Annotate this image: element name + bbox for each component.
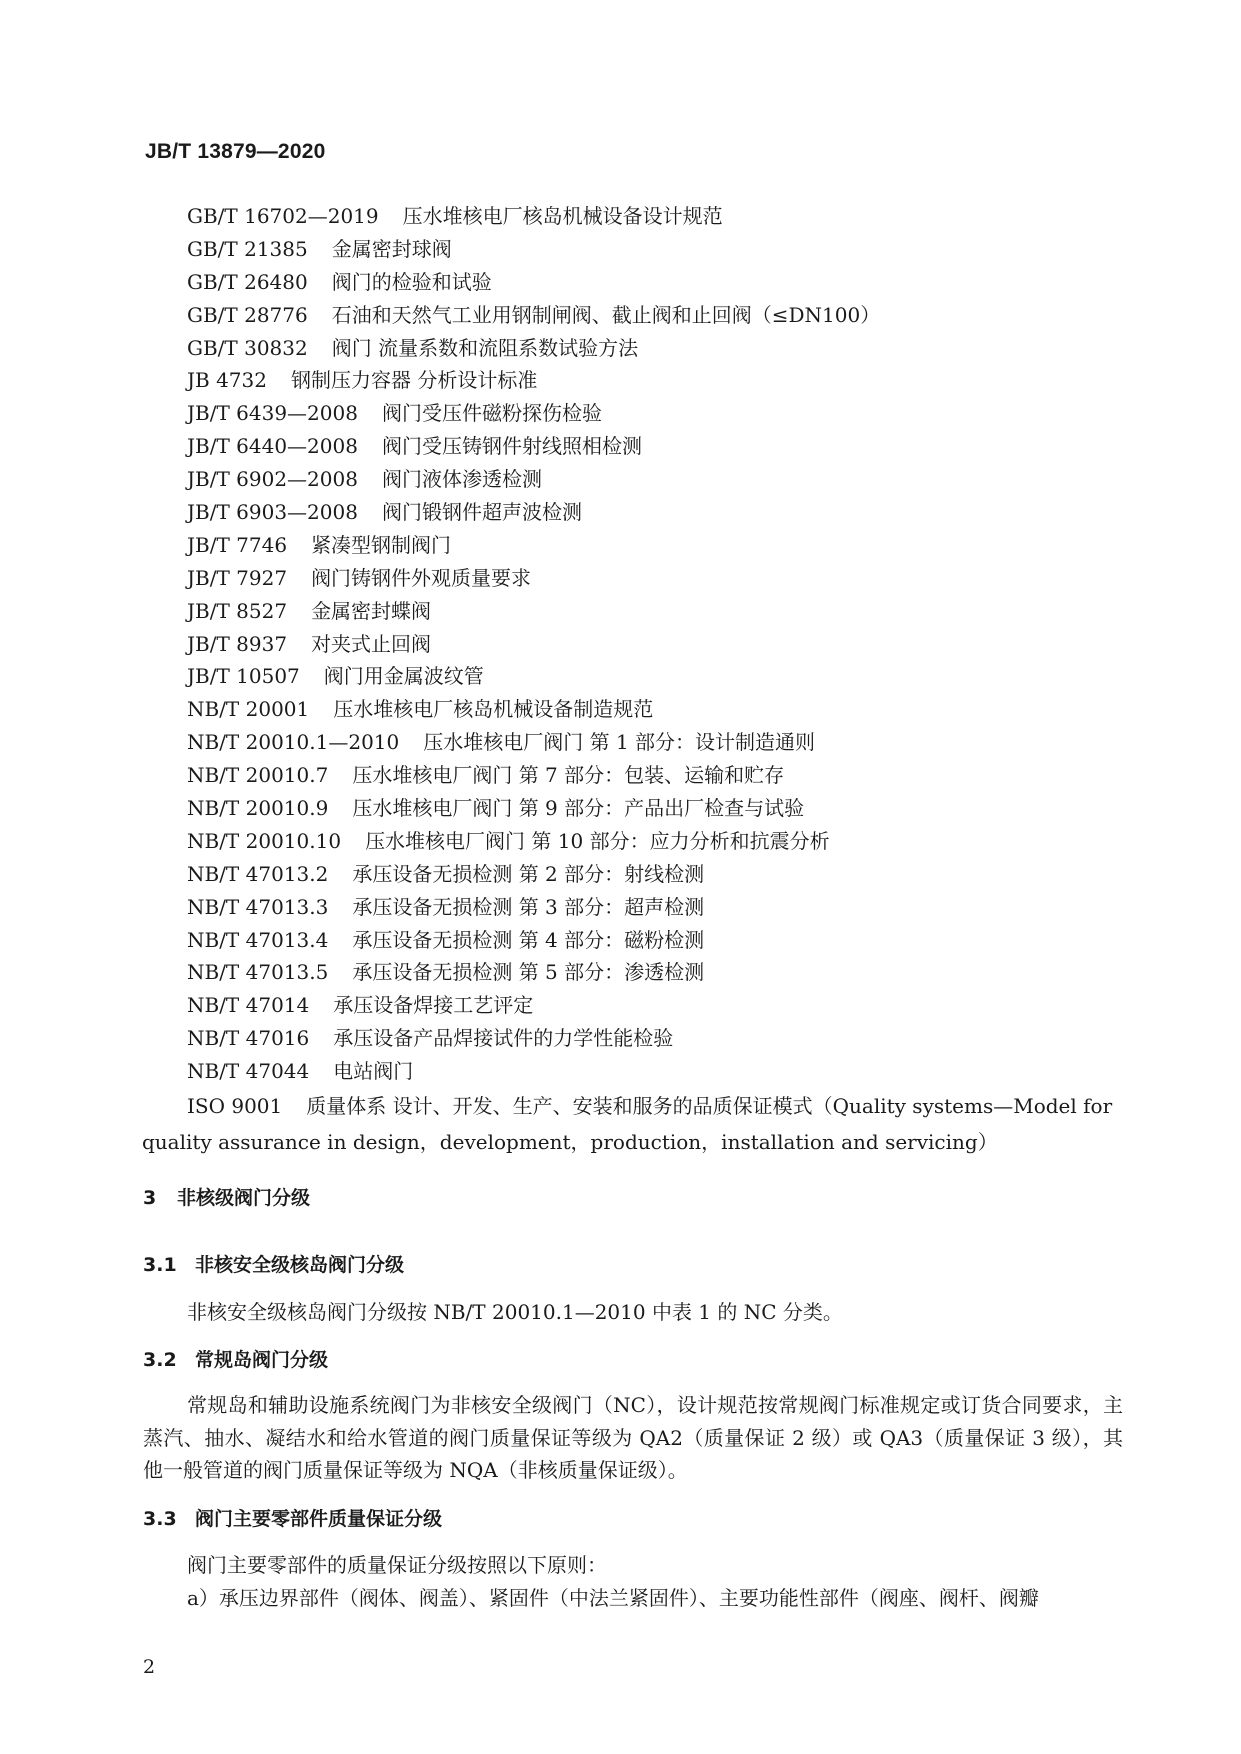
reference-code: NB/T 20010.1—2010 <box>187 730 400 755</box>
reference-title: 承压设备无损检测 第 4 部分：磁粉检测 <box>352 927 705 952</box>
reference-title: 石油和天然气工业用钢制闸阀、截止阀和止回阀（≤DN100） <box>331 302 881 327</box>
reference-code: JB/T 7746 <box>187 532 288 557</box>
reference-item <box>187 200 1127 233</box>
reference-item <box>187 693 1127 726</box>
subsection-heading <box>143 1345 328 1372</box>
page-number: 2 <box>143 1656 156 1678</box>
reference-code: NB/T 47013.2 <box>187 861 329 886</box>
reference-code: ISO 9001 <box>187 1094 283 1119</box>
reference-code: JB/T 8937 <box>187 631 288 656</box>
reference-code: GB/T 30832 <box>187 335 308 360</box>
reference-title: 承压设备产品焊接试件的力学性能检验 <box>333 1026 674 1051</box>
subsection-number: 3.3 <box>143 1508 177 1530</box>
reference-title: 压水堆核电厂阀门 第 7 部分：包装、运输和贮存 <box>352 763 785 788</box>
reference-item <box>187 726 1127 759</box>
reference-item <box>187 989 1127 1022</box>
reference-item <box>187 628 1127 661</box>
subsection-title: 阀门主要零部件质量保证分级 <box>195 1508 443 1530</box>
reference-item <box>187 660 1127 693</box>
list-item-a: a）承压边界部件（阀体、阀盖）、紧固件（中法兰紧固件）、主要功能性部件（阀座、阀杆、阀瓣 <box>187 1585 1039 1610</box>
subsection-heading <box>143 1504 442 1531</box>
reference-item <box>187 529 1127 562</box>
reference-code: NB/T 47013.4 <box>187 927 329 952</box>
reference-title: 压水堆核电厂核岛机械设备制造规范 <box>333 697 654 722</box>
reference-title: 阀门的检验和试验 <box>331 269 492 294</box>
subsection-title: 非核安全级核岛阀门分级 <box>195 1254 405 1276</box>
reference-code: NB/T 20010.10 <box>187 828 342 853</box>
reference-title: 质量体系 设计、开发、生产、安装和服务的品质保证模式（Quality systems—Model for <box>306 1094 1113 1119</box>
reference-title: 阀门受压铸钢件射线照相检测 <box>381 434 642 459</box>
reference-title: 承压设备无损检测 第 2 部分：射线检测 <box>352 861 705 886</box>
reference-title: 承压设备无损检测 第 3 部分：超声检测 <box>352 894 705 919</box>
reference-code: NB/T 47014 <box>187 993 310 1018</box>
paragraph-text: 非核安全级核岛阀门分级按 NB/T 20010.1—2010 中表 1 的 NC 分类。 <box>187 1300 843 1324</box>
reference-item <box>187 858 1127 891</box>
standard-number: JB/T 13879—2020 <box>145 140 326 163</box>
reference-title: 压水堆核电厂阀门 第 10 部分：应力分析和抗震分析 <box>365 828 830 853</box>
section-heading <box>143 1183 310 1210</box>
reference-item <box>187 924 1127 957</box>
reference-code: JB/T 10507 <box>187 664 300 689</box>
reference-code: NB/T 20010.9 <box>187 796 329 821</box>
reference-item <box>187 430 1127 463</box>
reference-item <box>187 595 1127 628</box>
reference-title: 压水堆核电厂核岛机械设备设计规范 <box>402 204 723 228</box>
reference-code: NB/T 20010.7 <box>187 763 329 788</box>
reference-title: 对夹式止回阀 <box>311 631 432 656</box>
section-title: 非核级阀门分级 <box>177 1187 311 1209</box>
subsection-number: 3.1 <box>143 1254 177 1276</box>
reference-item <box>187 266 1127 299</box>
reference-code: NB/T 20001 <box>187 697 310 722</box>
paragraph <box>143 1296 1123 1329</box>
reference-item <box>187 1055 1127 1088</box>
reference-code: GB/T 28776 <box>187 302 308 327</box>
paragraph <box>143 1389 1123 1487</box>
reference-item <box>187 463 1127 496</box>
reference-title: 阀门受压件磁粉探伤检验 <box>381 401 602 426</box>
reference-title: 阀门用金属波纹管 <box>323 664 484 689</box>
reference-item <box>187 1022 1127 1055</box>
reference-item <box>187 792 1127 825</box>
reference-title: 紧凑型钢制阀门 <box>311 532 452 557</box>
reference-title: 阀门 流量系数和流阻系数试验方法 <box>331 335 639 360</box>
reference-title: 钢制压力容器 分析设计标准 <box>290 368 538 393</box>
reference-title: 金属密封蝶阀 <box>311 598 432 623</box>
reference-code: JB/T 6902—2008 <box>187 467 358 492</box>
reference-code: GB/T 21385 <box>187 236 308 261</box>
reference-item <box>187 364 1127 397</box>
reference-code: JB/T 8527 <box>187 598 288 623</box>
reference-title: 承压设备无损检测 第 5 部分：渗透检测 <box>352 960 705 985</box>
paragraph-text: 阀门主要零部件的质量保证分级按照以下原则： <box>187 1553 607 1577</box>
reference-item <box>187 891 1127 924</box>
reference-code: JB 4732 <box>187 368 267 393</box>
reference-title: 阀门铸钢件外观质量要求 <box>311 565 532 590</box>
reference-title: 金属密封球阀 <box>331 236 452 261</box>
reference-code: JB/T 6440—2008 <box>187 434 358 459</box>
reference-code: GB/T 26480 <box>187 269 308 294</box>
reference-item <box>187 496 1127 529</box>
reference-code: NB/T 47013.3 <box>187 894 329 919</box>
subsection-number: 3.2 <box>143 1349 177 1371</box>
reference-title: 电站阀门 <box>333 1059 414 1084</box>
reference-title: 阀门锻钢件超声波检测 <box>381 500 582 525</box>
reference-item <box>187 759 1127 792</box>
reference-item <box>187 562 1127 595</box>
section-number: 3 <box>143 1187 157 1209</box>
reference-item <box>187 233 1127 266</box>
reference-code: GB/T 16702—2019 <box>187 204 379 228</box>
subsection-heading <box>143 1250 404 1277</box>
reference-item <box>187 825 1127 858</box>
reference-code: JB/T 6903—2008 <box>187 500 358 525</box>
reference-title: 承压设备焊接工艺评定 <box>333 993 534 1018</box>
reference-item <box>187 332 1127 365</box>
reference-item <box>187 397 1127 430</box>
reference-item-iso <box>142 1088 1127 1160</box>
reference-code: JB/T 7927 <box>187 565 288 590</box>
reference-item <box>187 956 1127 989</box>
paragraph-text: 常规岛和辅助设施系统阀门为非核安全级阀门（NC），设计规范按常规阀门标准规定或订货合同要求，主蒸汽、抽水、凝结水和给水管道的阀门质量保证等级为 QA2（质量保证 2 级）或 QA3（质量保证 3 级），其他一般管道的阀门质量保证等级为 NQA（非核质量保证级）。 <box>143 1393 1123 1482</box>
subsection-title: 常规岛阀门分级 <box>195 1349 329 1371</box>
paragraph <box>143 1549 1123 1614</box>
reference-title: 阀门液体渗透检测 <box>381 467 542 492</box>
reference-code: NB/T 47044 <box>187 1059 310 1084</box>
reference-code: NB/T 47016 <box>187 1026 310 1051</box>
reference-title-continuation: quality assurance in design，development，production，installation and servicing） <box>142 1130 998 1155</box>
reference-title: 压水堆核电厂阀门 第 1 部分：设计制造通则 <box>423 730 816 755</box>
reference-title: 压水堆核电厂阀门 第 9 部分：产品出厂检查与试验 <box>352 796 805 821</box>
reference-item <box>187 299 1127 332</box>
normative-references-list <box>142 200 1127 1160</box>
reference-code: JB/T 6439—2008 <box>187 401 358 426</box>
reference-code: NB/T 47013.5 <box>187 960 329 985</box>
